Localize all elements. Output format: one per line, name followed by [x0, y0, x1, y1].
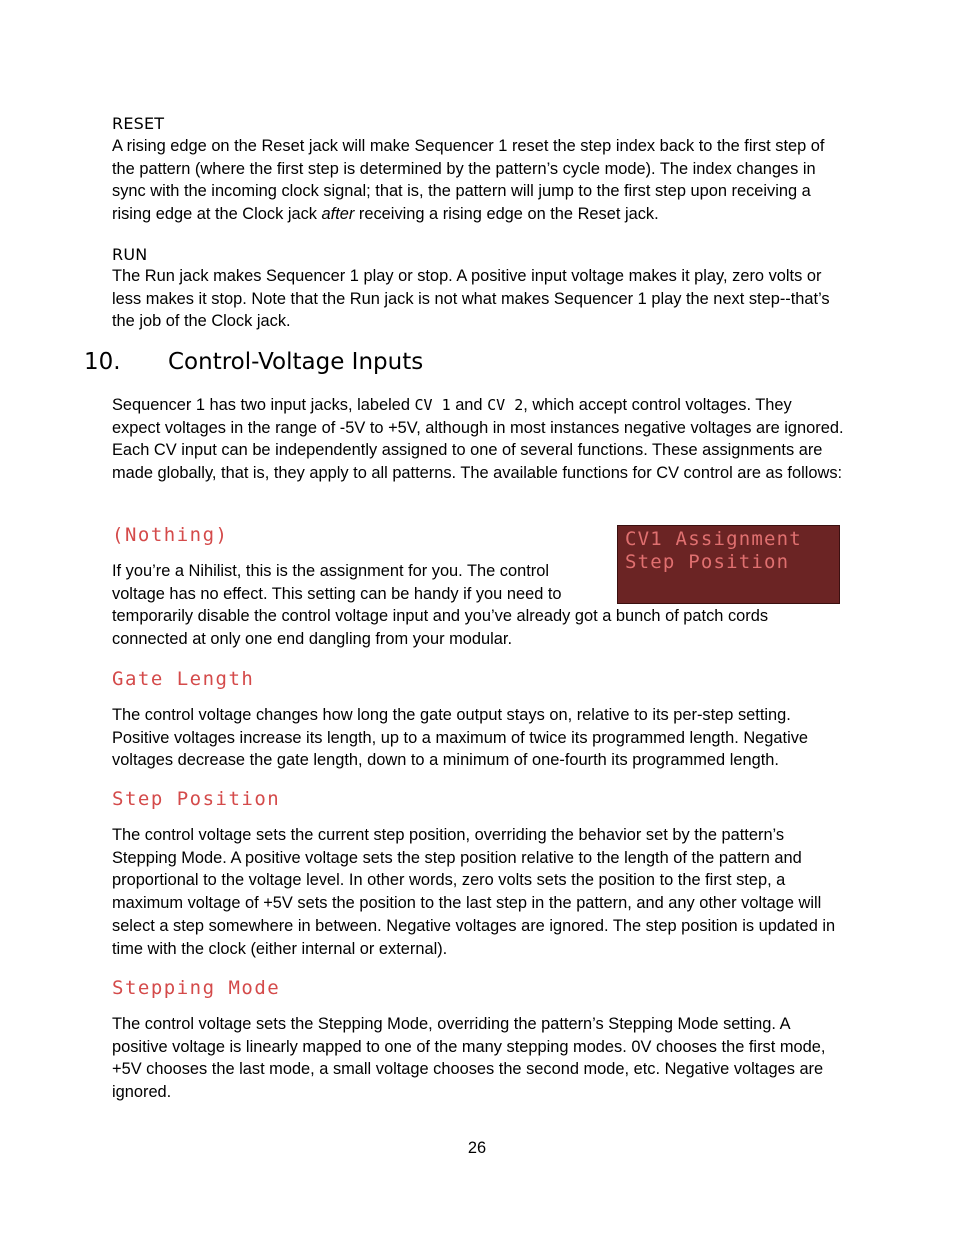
gate-length-paragraph: The control voltage changes how long the gate output stays on, relative to its per-step setting. Positive voltages increase its length, up to a maximum of twice its programmed length. Negative voltages decrease the gate length, down to a minimum of one-fourth its programmed length. — [112, 706, 809, 770]
stepping-mode-heading: Stepping Mode — [112, 977, 281, 999]
section-heading — [84, 349, 423, 375]
reset-heading: RESET — [112, 114, 165, 133]
reset-text-end: receiving a rising edge on the Reset jack. — [354, 205, 659, 224]
intro-text-3: , which accept control voltages. They expect voltages in the range of -5V to +5V, although in most instances negative voltages are ignored. Each CV input can be independently assigned to one of several functions. These assignments are made globally, that is, they apply to all patterns. The available functions for CV control are as follows: — [112, 396, 844, 483]
nothing-heading: (Nothing) — [112, 524, 229, 546]
intro-paragraph — [112, 394, 844, 485]
cv2-label: CV 2 — [487, 396, 524, 414]
section-number: 10. — [84, 349, 121, 375]
nothing-paragraph-end: temporarily disable the control voltage input and you’ve already got a bunch of patch cords connected at only one end dangling from your modular. — [112, 607, 769, 648]
reset-text: A rising edge on the Reset jack will make Sequencer 1 reset the step index back to the first step of the pattern (where the first step is determined by the pattern’s cycle mode). The index changes in sync with the incoming clock signal; that is, the pattern will jump to the first step upon receiving a rising edge at the Clock jack — [112, 137, 825, 224]
step-position-paragraph: The control voltage sets the current step position, overriding the behavior set by the pattern’s Stepping Mode. A positive voltage sets the step position relative to the length of the pattern and proportional to the voltage level. In other words, zero volts sets the position to the first step, a maximum voltage of +5V sets the position to the last step in the pattern, and any other voltage will select a step somewhere in between. Negative voltages are ignored. The step position is updated in time with the clock (either internal or external). — [112, 826, 836, 958]
run-paragraph: The Run jack makes Sequencer 1 play or stop. A positive input voltage makes it play, zero volts or less makes it stop. Note that the Run jack is not what makes Sequencer 1 play the next step--that’s the job of the Clock jack. — [112, 267, 830, 331]
run-heading: RUN — [112, 245, 148, 264]
gate-length-heading: Gate Length — [112, 668, 255, 690]
reset-paragraph — [112, 135, 844, 226]
stepping-mode-paragraph: The control voltage sets the Stepping Mode, overriding the pattern’s Stepping Mode setting. A positive voltage is linearly mapped to one of the many stepping modes. 0V chooses the first mode, +5V chooses the last mode, a small voltage chooses the second mode, etc. Negative voltages are ignored. — [112, 1015, 826, 1102]
lcd-line-1: CV1 Assignment — [625, 528, 802, 550]
section-title: Control-Voltage Inputs — [168, 349, 424, 375]
intro-text-2: and — [450, 396, 488, 414]
step-position-heading: Step Position — [112, 788, 281, 810]
lcd-display — [617, 525, 840, 604]
reset-emphasis: after — [321, 205, 355, 224]
intro-text-1: Sequencer 1 has two input jacks, labeled — [112, 396, 415, 414]
nothing-paragraph-start: If you’re a Nihilist, this is the assignment for you. The control voltage has no effect. This setting can be handy if you need to — [112, 562, 562, 603]
page-number: 26 — [467, 1139, 487, 1157]
lcd-line-2: Step Position — [625, 551, 790, 573]
cv1-label: CV 1 — [414, 396, 451, 414]
